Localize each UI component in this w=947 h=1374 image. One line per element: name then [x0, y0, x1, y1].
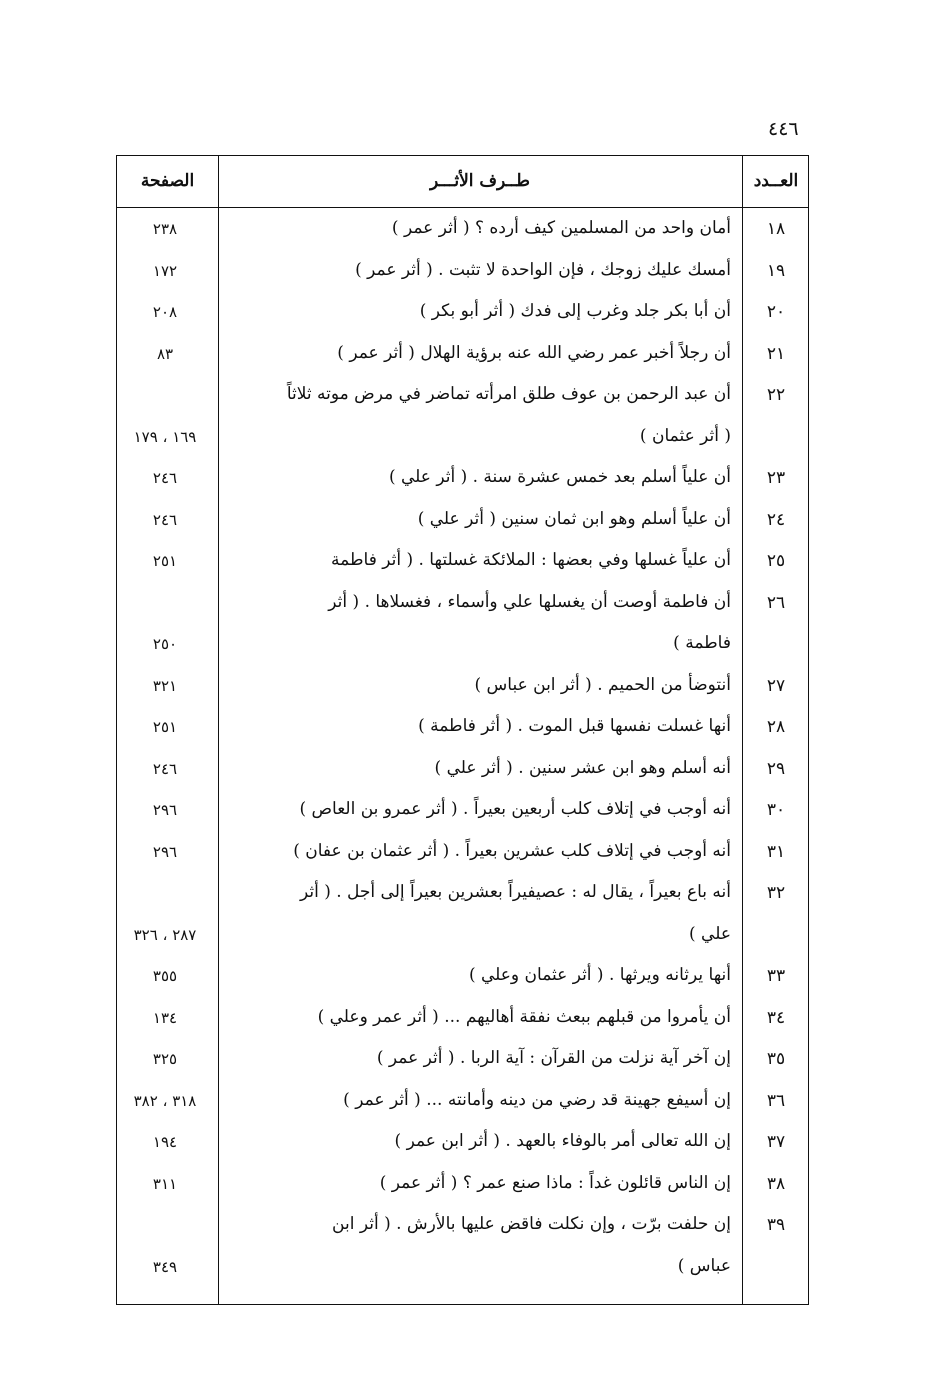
- row-text-line: إن الناس قائلون غداً : ماذا صنع عمر ؟ ( أثر عمر ): [379, 1172, 731, 1193]
- row-number: ٢٤: [766, 509, 786, 530]
- row-number: ٢٥: [766, 551, 786, 571]
- row-number: ٣١: [766, 841, 786, 862]
- row-text-line: أنه أوجب في إتلاف كلب أربعين بعيراً . ( أثر عمرو بن العاص ): [299, 799, 731, 819]
- row-number: ٢٩: [766, 758, 786, 779]
- row-text-line: أنه باع بعيراً ، يقال له : عصيفيراً بعشرين بعيراً إلى أجل . ( أثر: [299, 882, 731, 902]
- row-number: ٣٣: [766, 966, 786, 986]
- row-number: ٣٤: [766, 1007, 786, 1028]
- table-row: [117, 997, 810, 1039]
- header-page: الصفحة: [140, 171, 195, 191]
- table-row: [117, 333, 810, 375]
- row-page: ٣١١: [152, 1174, 178, 1193]
- row-text-line: أنها يرثانه ويرثها . ( أثر عثمان وعلي ): [468, 965, 731, 985]
- table-row: [117, 374, 810, 457]
- row-number: ١٩: [766, 260, 786, 281]
- row-number: ٣٢: [766, 883, 786, 903]
- row-page: ٢٥٠: [152, 635, 178, 653]
- row-text-line: أن أبا بكر جلد وغرب إلى فدك ( أثر أبو بكر ): [419, 301, 731, 321]
- row-text-line: إن حلفت برّت ، وإن نكلت فاقض عليها بالأرش . ( أثر ابن: [332, 1214, 731, 1234]
- row-text-line: أمان واحد من المسلمين كيف أرده ؟ ( أثر عمر ): [391, 218, 731, 238]
- row-page: ٣٥٥: [152, 967, 178, 985]
- row-text-line: أنه أسلم وهو ابن عشر سنين . ( أثر علي ): [434, 757, 731, 778]
- row-page: ٢٩٦: [152, 801, 178, 819]
- header-number: العــدد: [753, 171, 799, 191]
- row-number: ٢٢: [766, 385, 786, 405]
- row-text-line: أنتوضأ من الحميم . ( أثر ابن عباس ): [474, 674, 731, 695]
- row-number: ٣٦: [766, 1090, 786, 1111]
- row-page: ٢٣٨: [152, 220, 178, 238]
- row-text-line: أن رجلاً أخبر عمر رضي الله عنه برؤية الهلال ( أثر عمر ): [337, 342, 731, 363]
- row-text-line: أنه أوجب في إتلاف كلب عشرين بعيراً . ( أثر عثمان بن عفان ): [293, 840, 731, 861]
- page-number: ٤٤٦: [768, 118, 799, 140]
- table-row: [117, 499, 810, 541]
- row-page: ١٩٤: [152, 1133, 178, 1151]
- table-row: [117, 208, 810, 250]
- row-text-line: إن الله تعالى أمر بالوفاء بالعهد . ( أثر ابن عمر ): [394, 1131, 731, 1151]
- row-text-line: أن يأمروا من قبلهم ببعث نفقة أهاليهم ... ( أثر عمر وعلي ): [317, 1006, 731, 1027]
- row-number: ٣٩: [766, 1215, 786, 1235]
- row-number: ٣٨: [766, 1173, 786, 1194]
- row-page: ٢٤٦: [152, 759, 178, 778]
- row-page: ١٦٩ ، ١٧٩: [133, 427, 197, 446]
- table-row: [117, 1204, 810, 1287]
- row-page: ١٧٢: [152, 261, 178, 280]
- table-row: [117, 582, 810, 665]
- row-page: ٢٨٧ ، ٣٢٦: [133, 925, 197, 944]
- table-row: [117, 1121, 810, 1163]
- row-page: ٣٢٥: [152, 1050, 178, 1068]
- table-row: [117, 291, 810, 333]
- row-text-line: أن عبد الرحمن بن عوف طلق امرأته تماضر في مرض موته ثلاثاً: [286, 384, 731, 404]
- row-text-line: أن علياً أسلم بعد خمس عشرة سنة . ( أثر علي ): [388, 467, 731, 487]
- row-page: ٢٠٨: [152, 303, 178, 321]
- row-text-line: فاطمة ): [673, 633, 731, 653]
- row-number: ٢٧: [766, 675, 786, 696]
- table-row: [117, 540, 810, 582]
- row-text-line: أنها غسلت نفسها قبل الموت . ( أثر فاطمة ): [418, 716, 731, 736]
- row-page: ٨٣: [156, 344, 174, 363]
- row-number: ٢٨: [766, 717, 786, 737]
- row-text-line: أن فاطمة أوصت أن يغسلها علي وأسماء ، فغسلاها . ( أثر: [328, 591, 731, 612]
- row-text-line: أمسك عليك زوجك ، فإن الواحدة لا تثبت . ( أثر عمر ): [355, 259, 731, 280]
- row-text-line: عباس ): [677, 1255, 731, 1276]
- table-row: [117, 789, 810, 831]
- table-row: [117, 250, 810, 292]
- table-row: [117, 955, 810, 997]
- row-page: ٣٢١: [152, 676, 178, 695]
- row-page: ٣٤٩: [152, 1257, 178, 1276]
- row-number: ١٨: [766, 219, 786, 239]
- row-number: ٢٠: [766, 302, 786, 322]
- row-text-line: علي ): [689, 923, 731, 944]
- row-page: ٢٩٦: [152, 842, 178, 861]
- row-text-line: أن علياً أسلم وهو ابن ثمان سنين ( أثر علي ): [417, 508, 731, 529]
- row-number: ٢٦: [766, 592, 786, 613]
- table-row: [117, 1163, 810, 1205]
- table-row: [117, 831, 810, 873]
- table-row: [117, 1080, 810, 1122]
- row-page: ٣١٨ ، ٣٨٢: [133, 1091, 197, 1110]
- row-text-line: إن آخر آية نزلت من القرآن : آية الربا . ( أثر عمر ): [376, 1048, 731, 1068]
- row-number: ٣٥: [766, 1049, 786, 1069]
- row-page: ١٣٤: [152, 1008, 178, 1027]
- table-row: [117, 706, 810, 748]
- row-page: ٢٥١: [152, 718, 178, 736]
- row-text-line: ( أثر عثمان ): [639, 425, 731, 446]
- row-number: ٣٠: [766, 800, 786, 820]
- row-text-line: إن أسيفع جهينة قد رضي من دينه وأمانته ... ( أثر عمر ): [343, 1089, 731, 1110]
- row-number: ٢٣: [766, 468, 786, 488]
- table-row: [117, 1038, 810, 1080]
- row-number: ٢١: [766, 343, 786, 364]
- row-page: ٢٥١: [152, 552, 178, 570]
- table-row: [117, 665, 810, 707]
- table-row: [117, 872, 810, 955]
- row-text-line: أن علياً غسلها وفي بعضها : الملائكة غسلتها . ( أثر فاطمة: [331, 550, 731, 570]
- table-row: [117, 457, 810, 499]
- index-table: [116, 155, 809, 1305]
- row-page: ٢٤٦: [152, 510, 178, 529]
- row-page: ٢٤٦: [152, 469, 178, 487]
- row-number: ٣٧: [766, 1132, 786, 1152]
- table-row: [117, 748, 810, 790]
- header-text: طــرف الأثـــر: [430, 171, 530, 191]
